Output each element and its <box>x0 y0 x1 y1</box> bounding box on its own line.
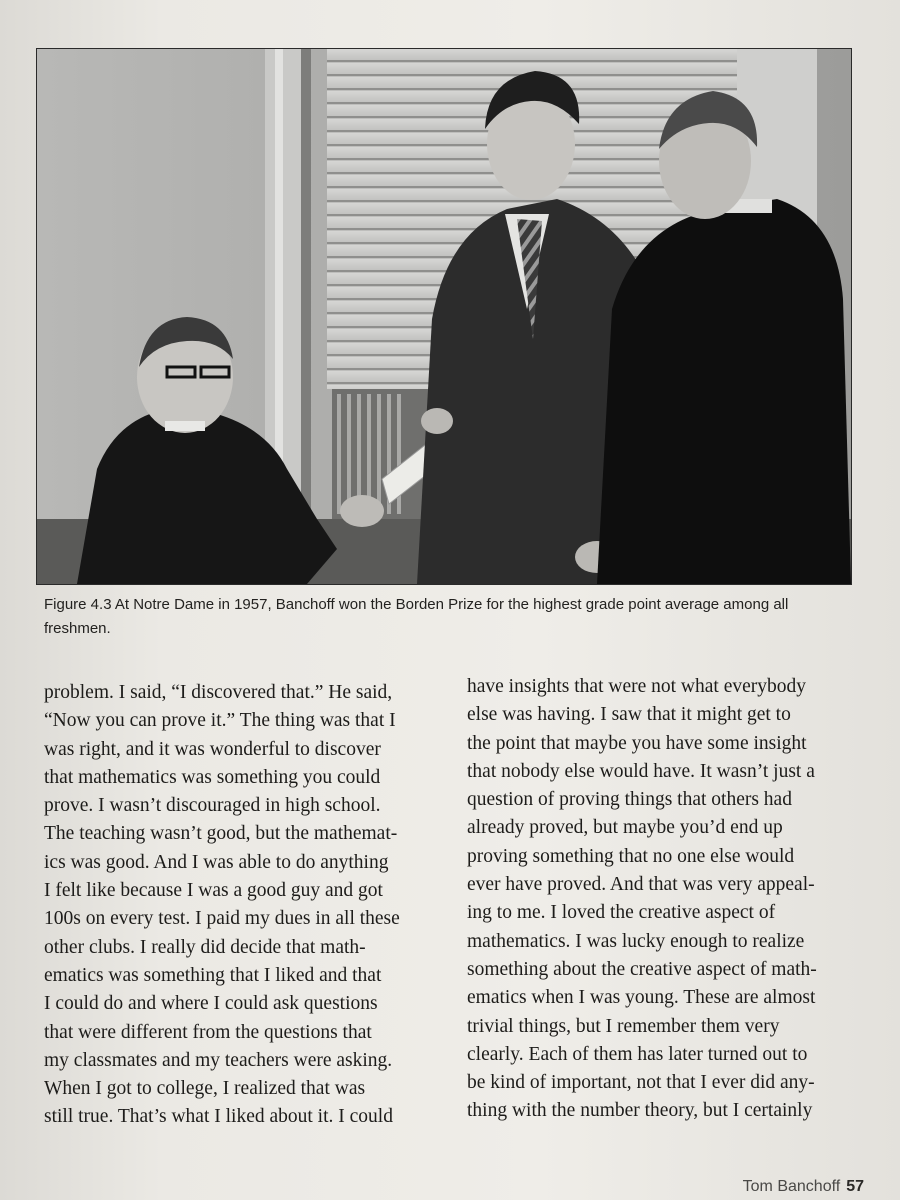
body-line: other clubs. I really did decide that math- <box>44 936 366 958</box>
figure-caption: Figure 4.3 At Notre Dame in 1957, Banchoff won the Borden Prize for the highest grade point average among all freshmen. <box>44 596 789 637</box>
body-line: have insights that were not what everybody <box>467 676 806 697</box>
body-line: was right, and it was wonderful to discover <box>44 738 381 760</box>
body-line: “Now you can prove it.” The thing was that I <box>44 710 396 732</box>
body-line: something about the creative aspect of math- <box>467 958 817 980</box>
text-column-left <box>44 679 444 1132</box>
body-line: ever have proved. And that was very appeal- <box>467 874 815 896</box>
body-line: When I got to college, I realized that was <box>44 1078 366 1100</box>
page-number: 57 <box>846 1178 864 1195</box>
body-line: I felt like because I was a good guy and got <box>44 880 383 902</box>
body-line: the point that maybe you have some insight <box>467 732 807 754</box>
body-line: ics was good. And I was able to do anything <box>44 851 389 873</box>
body-line: thing with the number theory, but I certainly <box>467 1100 813 1122</box>
body-line: proving something that no one else would <box>467 845 795 867</box>
body-line: prove. I wasn’t discouraged in high school. <box>44 795 381 817</box>
body-line: problem. I said, “I discovered that.” He said, <box>44 682 393 703</box>
body-line: ematics was something that I liked and that <box>44 964 382 986</box>
body-line: ematics when I was young. These are almost <box>467 987 816 1009</box>
body-line: 100s on every test. I paid my dues in all these <box>44 908 400 930</box>
body-line: trivial things, but I remember them very <box>467 1015 780 1037</box>
body-line: that mathematics was something you could <box>44 766 381 788</box>
body-line: ing to me. I loved the creative aspect of <box>467 902 776 924</box>
body-line: that nobody else would have. It wasn’t just a <box>467 760 815 782</box>
photo-illustration <box>37 49 851 584</box>
body-line: I could do and where I could ask questions <box>44 993 378 1015</box>
running-head-author: Tom Banchoff <box>742 1178 841 1195</box>
body-line: that were different from the questions that <box>44 1021 372 1043</box>
body-line: else was having. I saw that it might get to <box>467 704 791 726</box>
body-line: clearly. Each of them has later turned out to <box>467 1043 808 1065</box>
body-line: The teaching wasn’t good, but the mathemat- <box>44 823 398 845</box>
body-line: question of proving things that others had <box>467 789 792 811</box>
body-line: mathematics. I was lucky enough to realize <box>467 930 805 952</box>
text-column-right <box>467 673 872 1126</box>
body-line: be kind of important, not that I ever did any- <box>467 1072 815 1094</box>
body-line: still true. That’s what I liked about it. I could <box>44 1106 393 1128</box>
page-footer <box>743 1178 864 1196</box>
body-line: my classmates and my teachers were asking. <box>44 1049 393 1071</box>
figure-photo <box>36 48 852 585</box>
body-line: already proved, but maybe you’d end up <box>467 817 783 839</box>
